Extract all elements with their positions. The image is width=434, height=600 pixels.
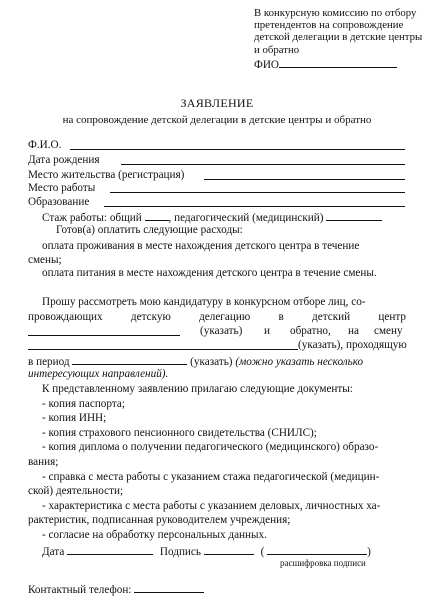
request-line-2 [28, 311, 406, 324]
sign-line[interactable] [204, 544, 254, 555]
education-label: Образование [28, 196, 90, 208]
sign-label: Подпись [159, 546, 201, 558]
document-title: ЗАЯВЛЕНИЕ [180, 96, 254, 110]
document-item: - согласие на обработку персональных данных. [42, 529, 267, 541]
document-item: - справка с места работы с указанием стажа педагогической (медицин- [42, 471, 380, 483]
residence-line[interactable] [204, 169, 405, 180]
open-paren: ( [260, 546, 265, 558]
request-word: в [278, 311, 284, 323]
close-paren: ) [367, 546, 371, 558]
period-line[interactable] [72, 354, 187, 365]
request-word: провождающих [28, 311, 103, 323]
request-word: центр [378, 311, 406, 323]
document-item-cont: ской) деятельности; [28, 485, 124, 497]
document-item-cont: вания; [28, 456, 59, 468]
header-fio-label: ФИО [254, 59, 279, 71]
education-field [28, 196, 406, 209]
phone-line[interactable] [134, 582, 204, 593]
request-word: детскую [130, 311, 171, 323]
decoding-caption: расшифровка подписи [280, 558, 366, 568]
education-line[interactable] [104, 196, 405, 207]
expense-item-1-cont: смены; [28, 254, 62, 266]
request-line-1: Прошу рассмотреть мою кандидатуру в конкурсном отборе лиц, со- [42, 296, 366, 308]
request-word: на [348, 325, 359, 337]
document-subtitle: на сопровождение детской делегации в детские центры и обратно [62, 114, 372, 126]
expense-item-1: оплата проживания в месте нахождения детского центра в течение [42, 240, 360, 252]
date-label: Дата [42, 546, 65, 558]
header-fio-line[interactable] [279, 57, 397, 68]
experience-ped-line[interactable] [326, 210, 382, 221]
experience-field [42, 210, 382, 225]
request-word: и [264, 325, 270, 337]
request-word: (указать) [190, 356, 233, 368]
documents-intro: К представленному заявлению прилагаю следующие документы: [42, 383, 353, 395]
request-word: обратно, [290, 325, 331, 337]
document-item: - копия диплома о получении педагогического (медицинского) образо- [42, 441, 379, 453]
work-line[interactable] [110, 182, 405, 193]
center-line[interactable] [28, 325, 180, 336]
fio-label: Ф.И.О. [28, 139, 62, 151]
residence-label: Место жительства (регистрация) [28, 169, 185, 181]
experience-total-line[interactable] [145, 210, 169, 221]
request-word: детский [312, 311, 351, 323]
request-line-5 [28, 354, 363, 369]
document-item: - копия паспорта; [42, 398, 125, 410]
request-word: смену [374, 325, 403, 337]
document-item: - копия ИНН; [42, 412, 107, 424]
fio-line[interactable] [70, 139, 405, 150]
header-fio-row [254, 57, 397, 72]
signature-row [42, 544, 371, 559]
request-word: делегацию [199, 311, 251, 323]
expenses-intro: Готов(а) оплатить следующие расходы: [56, 224, 243, 236]
work-field [28, 182, 406, 195]
request-word: (указать) [200, 325, 243, 337]
expense-item-2: оплата питания в месте нахождения детского центра в течение смены. [42, 267, 377, 279]
phone-label: Контактный телефон: [28, 584, 132, 596]
request-word: (указать), проходящую [298, 339, 407, 351]
request-word: в период [28, 356, 70, 368]
contact-row [28, 582, 204, 597]
decoding-line[interactable] [267, 544, 367, 555]
residence-field [28, 169, 406, 182]
experience-label: Стаж работы: общий [42, 212, 142, 224]
date-line[interactable] [67, 544, 153, 555]
work-label: Место работы [28, 182, 96, 194]
document-item: - копия страхового пенсионного свидетельства (СНИЛС); [42, 427, 317, 439]
birth-field [28, 154, 406, 167]
shift-line[interactable] [28, 339, 298, 350]
birth-label: Дата рождения [28, 154, 100, 166]
request-line-6: интересующих направлений). [28, 368, 169, 380]
experience-ped-label: , педагогический (медицинский) [168, 212, 324, 224]
request-note: (можно указать несколько [235, 356, 364, 368]
document-item-cont: рактеристик, подписанная руководителем учреждения; [28, 514, 291, 526]
document-item: - характеристика с места работы с указанием деловых, личностных ха- [42, 500, 381, 512]
fio-field [28, 139, 406, 152]
birth-line[interactable] [121, 154, 405, 165]
addressee-block: В конкурсную комиссию по отбору претендентов на сопровождение детской делегации в детские центры и обратно [254, 7, 423, 56]
